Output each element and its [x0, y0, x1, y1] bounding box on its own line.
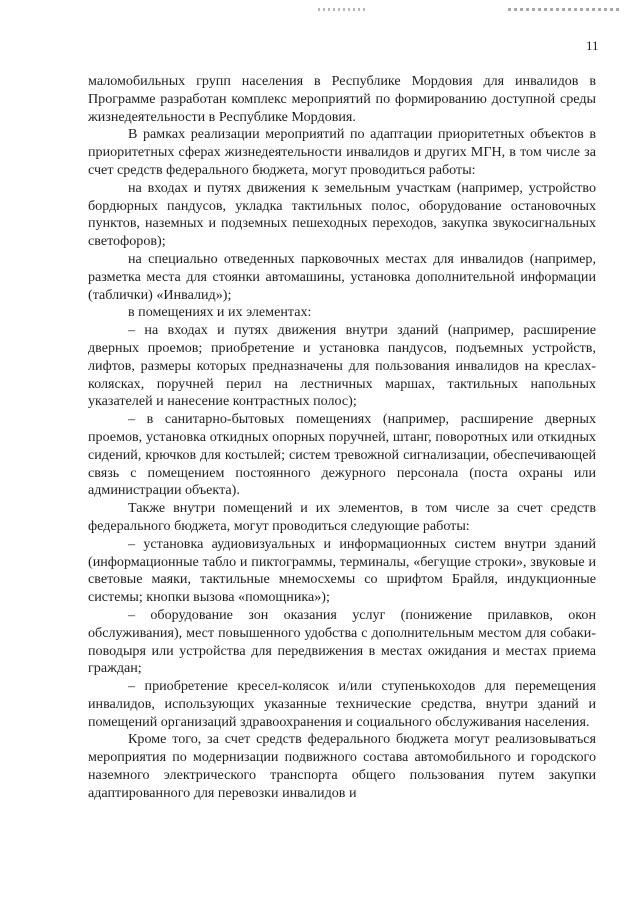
paragraph: маломобильных групп населения в Республике Мордовия для инвалидов в Программе разработан комплекс мероприятий по формированию доступной среды жизнедеятельности в Республике Мордовия.: [88, 73, 596, 125]
paragraph: на входах и путях движения к земельным участкам (например, устройство бордюрных пандусов, укладка тактильных полос, оборудование остановочных пунктов, наземных и подземных пешеходных переходов, закупка звукосигнальных светофоров);: [88, 179, 596, 250]
scan-artifact: [508, 8, 620, 11]
paragraph: Также внутри помещений и их элементов, в том числе за счет средств федерального бюджета, могут проводиться следующие работы:: [88, 500, 596, 534]
paragraph: – оборудование зон оказания услуг (понижение прилавков, окон обслуживания), мест повышенного удобства с дополнительным местом для собаки-поводыря или устройства для передвижения в местах ожидания и местах приема граждан;: [88, 606, 596, 677]
scan-artifact: [318, 8, 366, 11]
paragraph: Кроме того, за счет средств федерального бюджета могут реализовываться мероприятия по модернизации подвижного состава автомобильного и городского наземного электрического транспорта общего пользования путем закупки адаптированного для перевозки инвалидов и: [88, 731, 596, 801]
paragraph: – на входах и путях движения внутри зданий (например, расширение дверных проемов; приобретение и установка пандусов, подъемных устройств, лифтов, размеры которых предназначены для пользования инвалидов на креслах-колясках, поручней перил на лестничных маршах, тактильных напольных указателей и нанесение контрастных полос);: [88, 322, 596, 410]
document-body: [88, 73, 596, 803]
paragraph: в помещениях и их элементах:: [128, 304, 312, 321]
paragraph: В рамках реализации мероприятий по адаптации приоритетных объектов в приоритетных сферах жизнедеятельности инвалидов и других МГН, в том числе за счет средств федерального бюджета, могут проводиться работы:: [88, 126, 596, 178]
paragraph: – приобретение кресел-колясок и/или ступенькоходов для перемещения инвалидов, использующих указанные технические средства, внутри зданий и помещений организаций здравоохранения и социального обслуживания населения.: [88, 678, 596, 730]
paragraph: – в санитарно-бытовых помещениях (например, расширение дверных проемов, установка откидных опорных поручней, штанг, поворотных или откидных сидений, крючков для костылей; систем тревожной сигнализации, обеспечивающей связь с помещением постоянного дежурного персонала (поста охраны или администрации объекта).: [88, 411, 596, 499]
paragraph: – установка аудиовизуальных и информационных систем внутри зданий (информационные табло и пиктограммы, терминалы, «бегущие строки», звуковые и световые маяки, тактильные мнемосхемы со шрифтом Брайля, индукционные системы; кнопки вызова «помощника»);: [88, 535, 596, 606]
page-number: 11: [586, 38, 599, 53]
paragraph: на специально отведенных парковочных местах для инвалидов (например, разметка места для стоянки автомашины, установка дополнительной информации (таблички) «Инвалид»);: [88, 250, 596, 303]
